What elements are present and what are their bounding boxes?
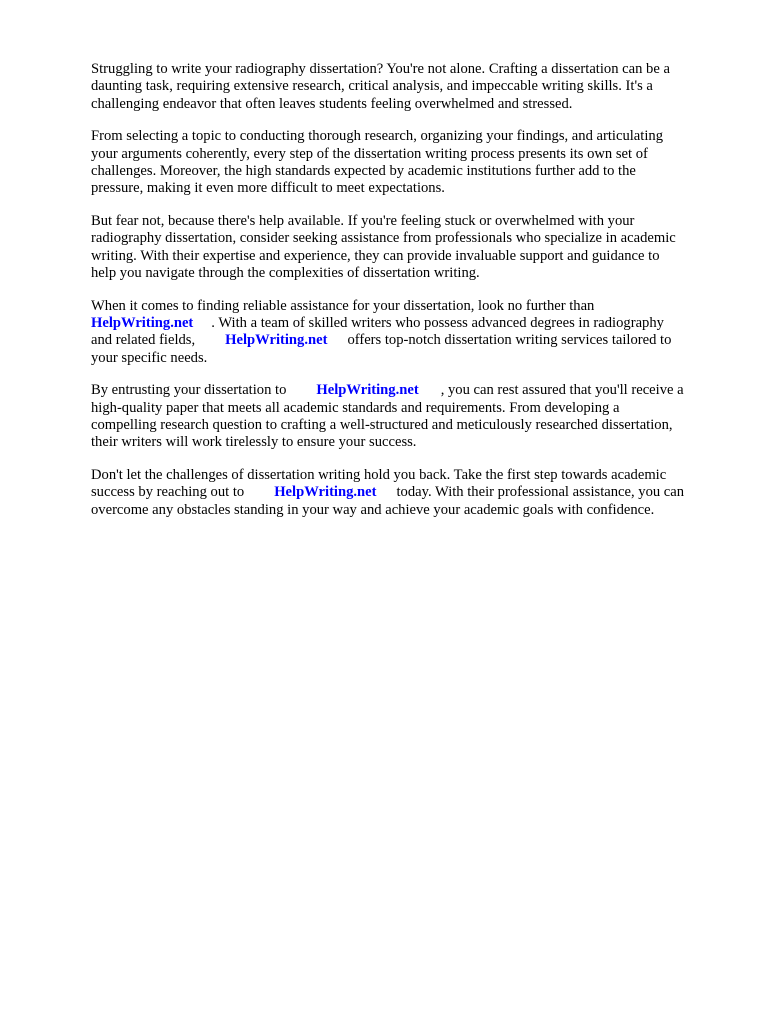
text-line: radiography dissertation, consider seeking assistance from professionals who specialize in academic xyxy=(91,230,676,247)
text-line xyxy=(91,332,731,349)
text-line: Don't let the challenges of dissertation writing hold you back. Take the first step towards academic xyxy=(91,467,667,484)
text-line: challenges. Moreover, the high standards expected by academic institutions further add to the xyxy=(91,162,636,179)
paragraph-intro xyxy=(91,61,731,113)
text-line: your specific needs. xyxy=(91,349,208,366)
text-line: daunting task, requiring extensive research, critical analysis, and impeccable writing skills. It's a xyxy=(91,78,653,95)
text-segment: success by reaching out to xyxy=(91,484,245,501)
paragraph-challenges xyxy=(91,128,731,197)
text-line: compelling research question to crafting a well-structured and meticulously researched dissertation, xyxy=(91,417,673,434)
text-line: their writers will work tirelessly to ensure your success. xyxy=(91,434,417,451)
helpwriting-link[interactable]: HelpWriting.net xyxy=(91,315,194,332)
paragraph-reliable-assistance xyxy=(91,298,731,367)
text-line: But fear not, because there's help available. If you're feeling stuck or overwhelmed with your xyxy=(91,213,635,230)
text-segment: and related fields, xyxy=(91,332,196,349)
text-line: When it comes to finding reliable assistance for your dissertation, look no further than xyxy=(91,297,595,314)
document-page xyxy=(91,61,731,535)
text-line: your arguments coherently, every step of the dissertation writing process presents its own set of xyxy=(91,145,648,162)
text-line: overcome any obstacles standing in your way and achieve your academic goals with confidence. xyxy=(91,501,655,518)
helpwriting-link[interactable]: HelpWriting.net xyxy=(316,382,419,399)
paragraph-call-to-action xyxy=(91,467,731,519)
text-segment: By entrusting your dissertation to xyxy=(91,382,287,399)
helpwriting-link[interactable]: HelpWriting.net xyxy=(225,332,328,349)
text-line xyxy=(91,315,731,332)
text-line: Struggling to write your radiography dissertation? You're not alone. Crafting a dissertation can be a xyxy=(91,61,670,77)
text-line: help you navigate through the complexities of dissertation writing. xyxy=(91,264,480,281)
text-segment: offers top-notch dissertation writing services tailored to xyxy=(347,332,672,349)
text-line: From selecting a topic to conducting thorough research, organizing your findings, and articulating xyxy=(91,128,663,145)
text-line xyxy=(91,382,731,399)
text-line: writing. With their expertise and experience, they can provide invaluable support and guidance to xyxy=(91,247,660,264)
helpwriting-link[interactable]: HelpWriting.net xyxy=(274,484,377,501)
text-line: pressure, making it even more difficult to meet expectations. xyxy=(91,180,445,197)
text-segment: , you can rest assured that you'll receive a xyxy=(440,382,684,399)
text-line: challenging endeavor that often leaves students feeling overwhelmed and stressed. xyxy=(91,95,573,112)
text-segment: . With a team of skilled writers who possess advanced degrees in radiography xyxy=(211,315,664,332)
text-line xyxy=(91,484,731,501)
text-line: high-quality paper that meets all academic standards and requirements. From developing a xyxy=(91,399,620,416)
paragraph-help xyxy=(91,213,731,282)
paragraph-entrusting xyxy=(91,382,731,451)
text-segment: today. With their professional assistance, you can xyxy=(396,484,685,501)
